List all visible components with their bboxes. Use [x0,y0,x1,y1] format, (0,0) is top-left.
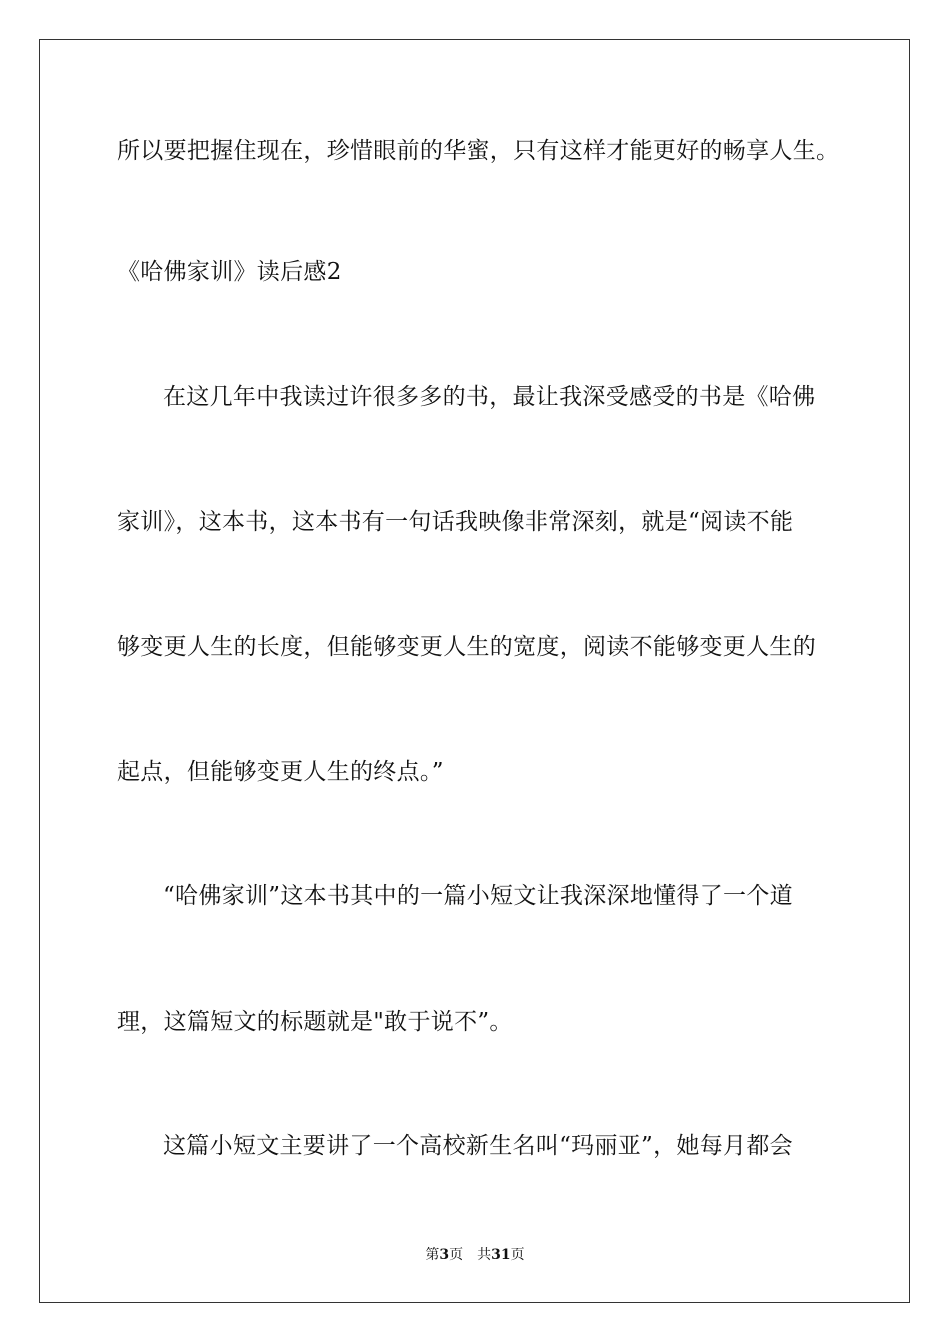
paragraph-line-6: “哈佛家训”这本书其中的一篇小短文让我深深地懂得了一个道 [163,883,793,909]
paragraph-line-7: 理，这篇短文的标题就是"敢于说不”。 [117,1009,513,1035]
paragraph-line-2: 在这几年中我读过许很多多的书，最让我深受感受的书是《哈佛 [163,384,816,410]
paragraph-line-5: 起点，但能够变更人生的终点。” [117,759,444,785]
paragraph-line-1: 所以要把握住现在，珍惜眼前的华蜜，只有这样才能更好的畅享人生。 [117,138,840,164]
total-prefix: 共 [477,1247,492,1263]
page-frame [39,39,910,1303]
total-pages: 31 [491,1247,511,1263]
paragraph-line-8: 这篇小短文主要讲了一个高校新生名叫“玛丽亚”，她每月都会 [163,1133,793,1159]
total-suffix: 页 [510,1247,525,1263]
page-suffix: 页 [449,1247,464,1263]
page-prefix: 第 [425,1247,440,1263]
paragraph-line-3: 家训》，这本书，这本书有一句话我映像非常深刻，就是“阅读不能 [117,509,794,535]
section-heading: 《哈佛家训》读后感2 [117,259,342,285]
paragraph-line-4: 够变更人生的长度，但能够变更人生的宽度，阅读不能够变更人生的 [117,634,816,660]
page-number: 3 [439,1247,450,1263]
page-footer [0,1246,950,1264]
